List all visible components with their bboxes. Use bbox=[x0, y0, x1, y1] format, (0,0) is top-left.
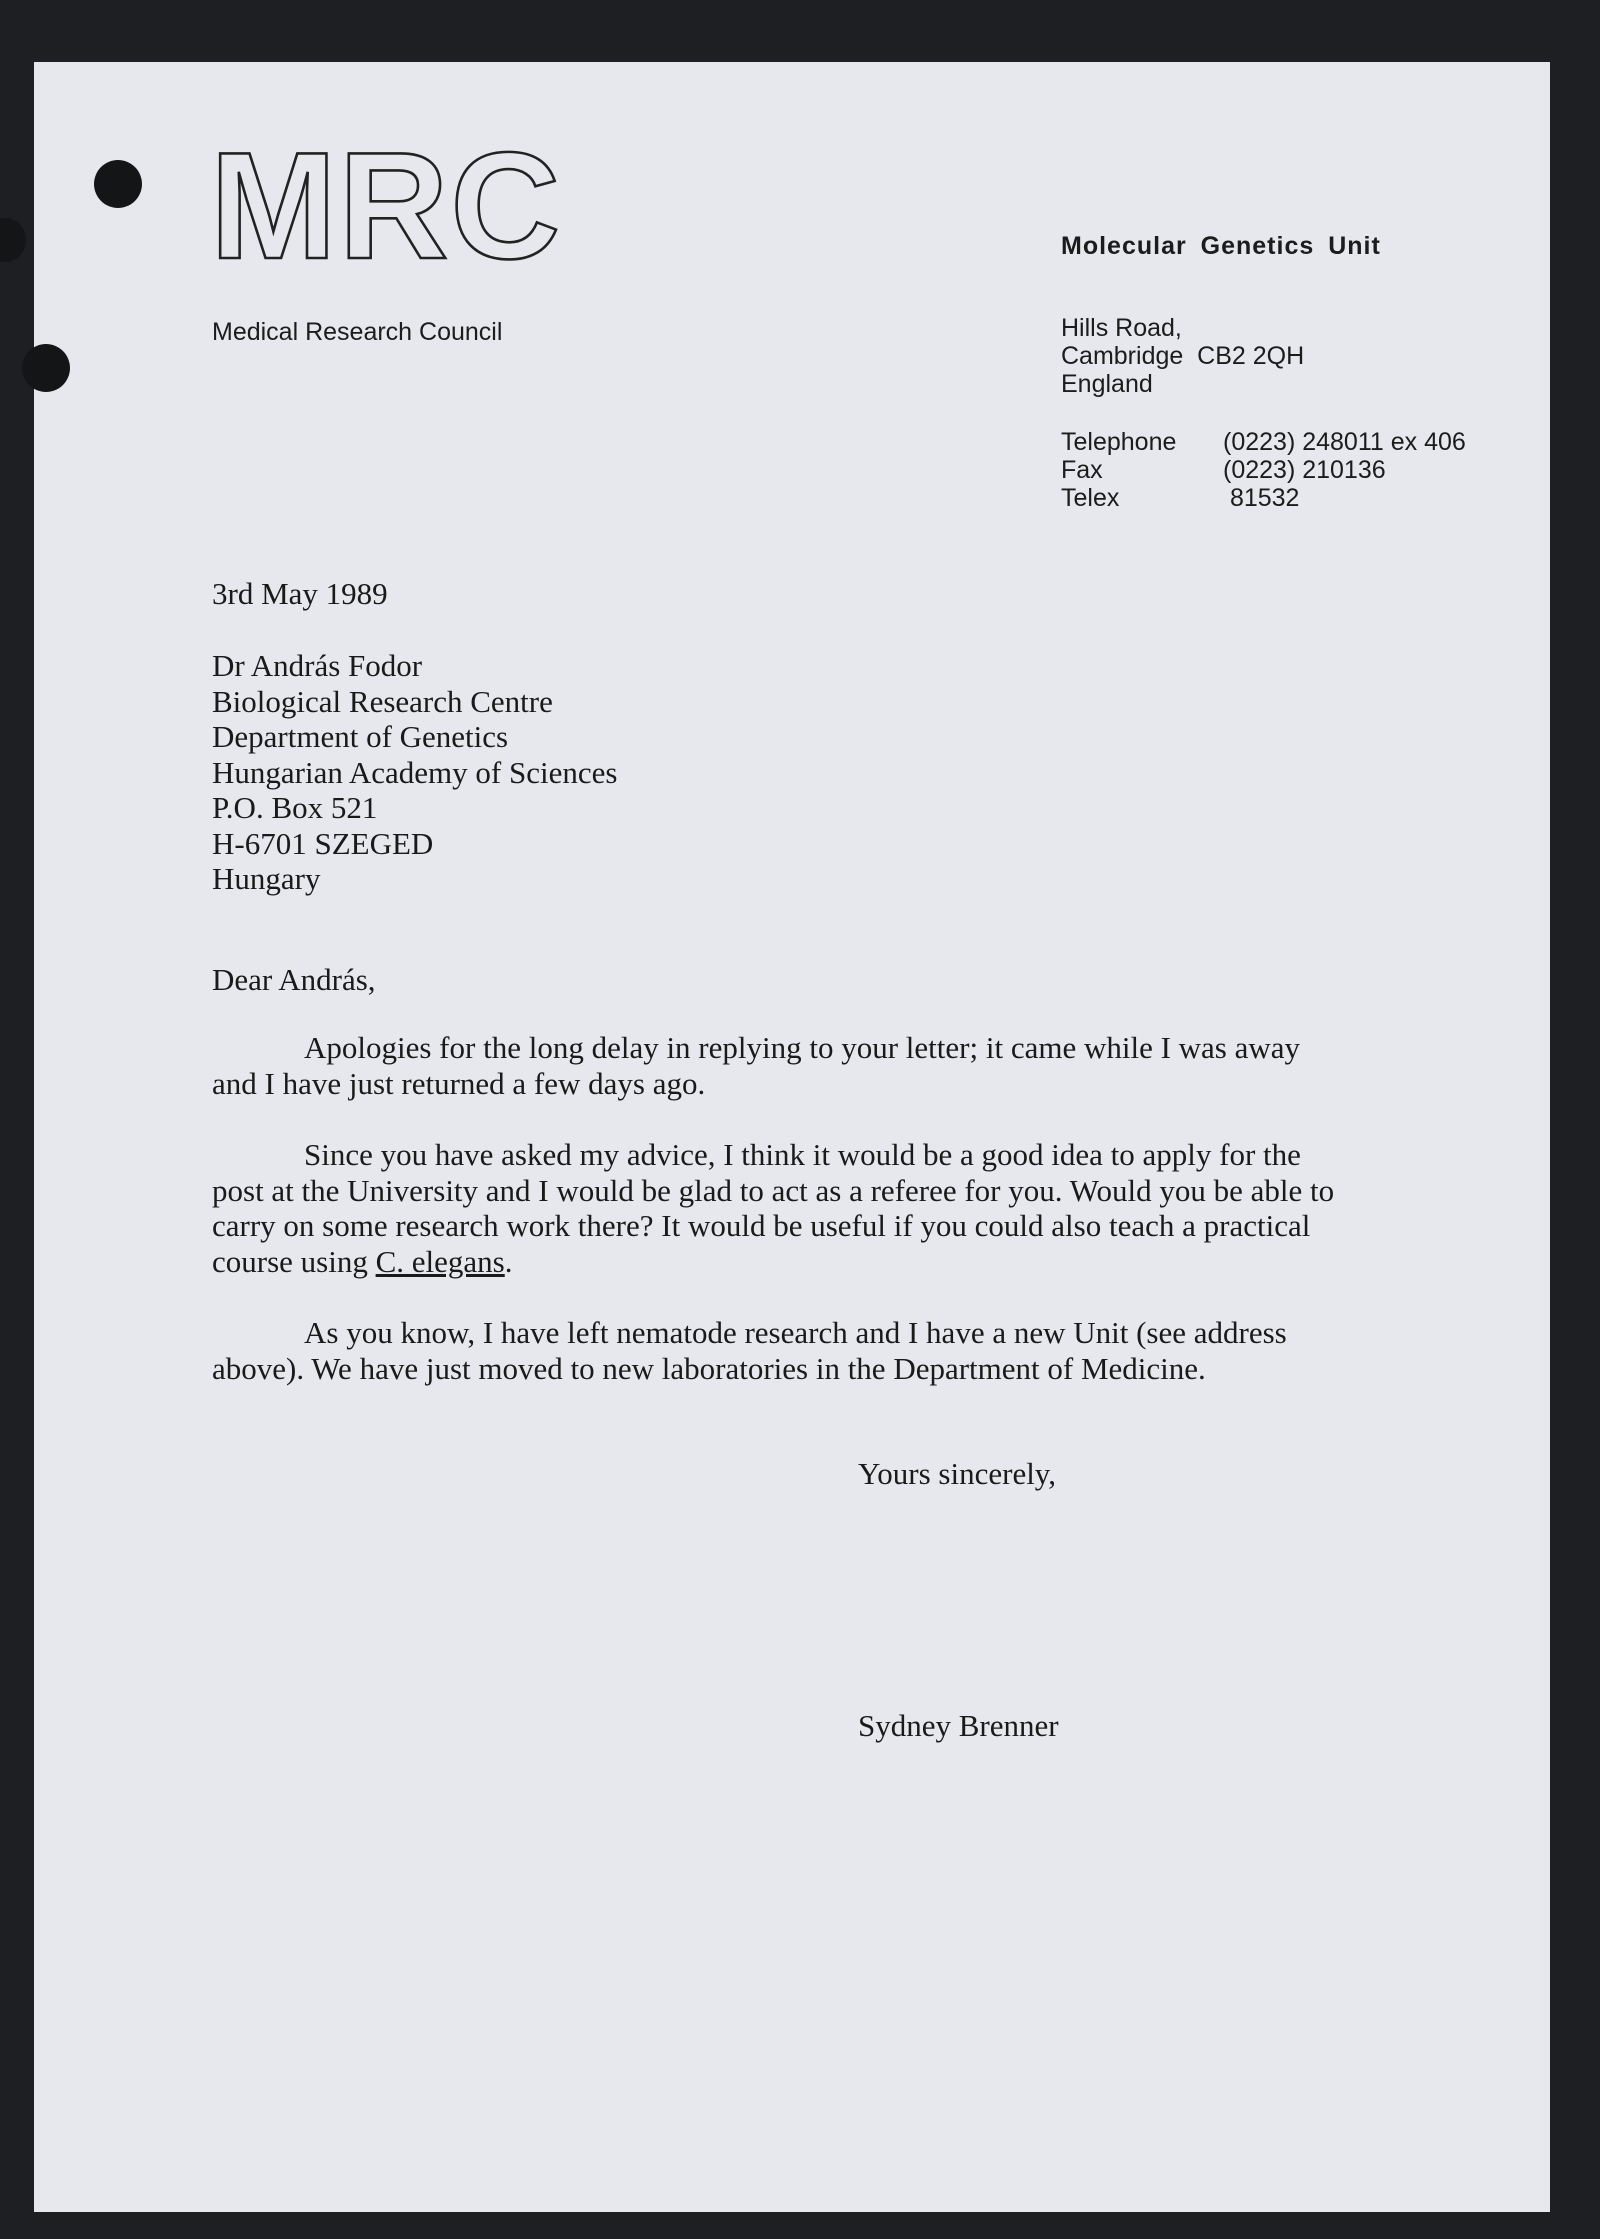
paragraph-text: . bbox=[504, 1243, 513, 1279]
letter-body bbox=[212, 1030, 1342, 1422]
contact-label: Telephone bbox=[1061, 428, 1177, 456]
recipient-line: Dr András Fodor bbox=[212, 648, 423, 683]
letter-date: 3rd May 1989 bbox=[212, 576, 388, 611]
recipient-line: Biological Research Centre bbox=[212, 683, 553, 719]
address-line: England bbox=[1061, 370, 1153, 398]
unit-address bbox=[1061, 314, 1304, 398]
recipient-line: Department of Genetics bbox=[212, 719, 509, 754]
contact-details bbox=[1061, 428, 1466, 512]
recipient-line: H-6701 SZEGED bbox=[212, 825, 434, 861]
mrc-logo bbox=[210, 140, 570, 270]
recipient-line: Hungary bbox=[212, 861, 321, 896]
contact-value: 81532 bbox=[1223, 484, 1300, 512]
punch-hole bbox=[94, 160, 142, 208]
contact-row-fax bbox=[1061, 456, 1466, 484]
organization-name: Medical Research Council bbox=[212, 318, 503, 346]
punch-hole bbox=[22, 344, 70, 392]
recipient-line: Hungarian Academy of Sciences bbox=[212, 754, 618, 790]
salutation: Dear András, bbox=[212, 962, 376, 997]
signature-name: Sydney Brenner bbox=[858, 1708, 1059, 1743]
body-paragraph: As you know, I have left nematode research and I have a new Unit (see address above). We have just moved to new laboratories in the Department of Medicine. bbox=[212, 1315, 1287, 1386]
unit-name: Molecular Genetics Unit bbox=[1061, 232, 1381, 260]
recipient-address bbox=[212, 648, 617, 897]
contact-label: Telex bbox=[1061, 484, 1120, 512]
address-line: Hills Road, bbox=[1061, 314, 1182, 342]
paragraph-text: Since you have asked my advice, I think it would be a good idea to apply for the post at the University and I would be glad to act as a referee for you. Would you be able to carry on some research work there? It would be useful if you could also teach a practical course using bbox=[212, 1137, 1335, 1279]
contact-row-telex bbox=[1061, 484, 1466, 512]
contact-label: Fax bbox=[1061, 456, 1103, 484]
closing: Yours sincerely, bbox=[858, 1456, 1057, 1491]
mrc-logo-text: MRC bbox=[210, 140, 563, 270]
punch-hole bbox=[0, 218, 26, 262]
contact-value: (0223) 210136 bbox=[1223, 456, 1386, 484]
species-name: C. elegans bbox=[375, 1243, 505, 1279]
address-line: Cambridge CB2 2QH bbox=[1061, 342, 1305, 370]
body-paragraph: Apologies for the long delay in replying to your letter; it came while I was away and I have just returned a few days ago. bbox=[212, 1030, 1301, 1101]
contact-row-telephone bbox=[1061, 428, 1466, 456]
contact-value: (0223) 248011 ex 406 bbox=[1223, 428, 1466, 456]
recipient-line: P.O. Box 521 bbox=[212, 790, 378, 825]
body-paragraph bbox=[212, 1137, 1342, 1279]
